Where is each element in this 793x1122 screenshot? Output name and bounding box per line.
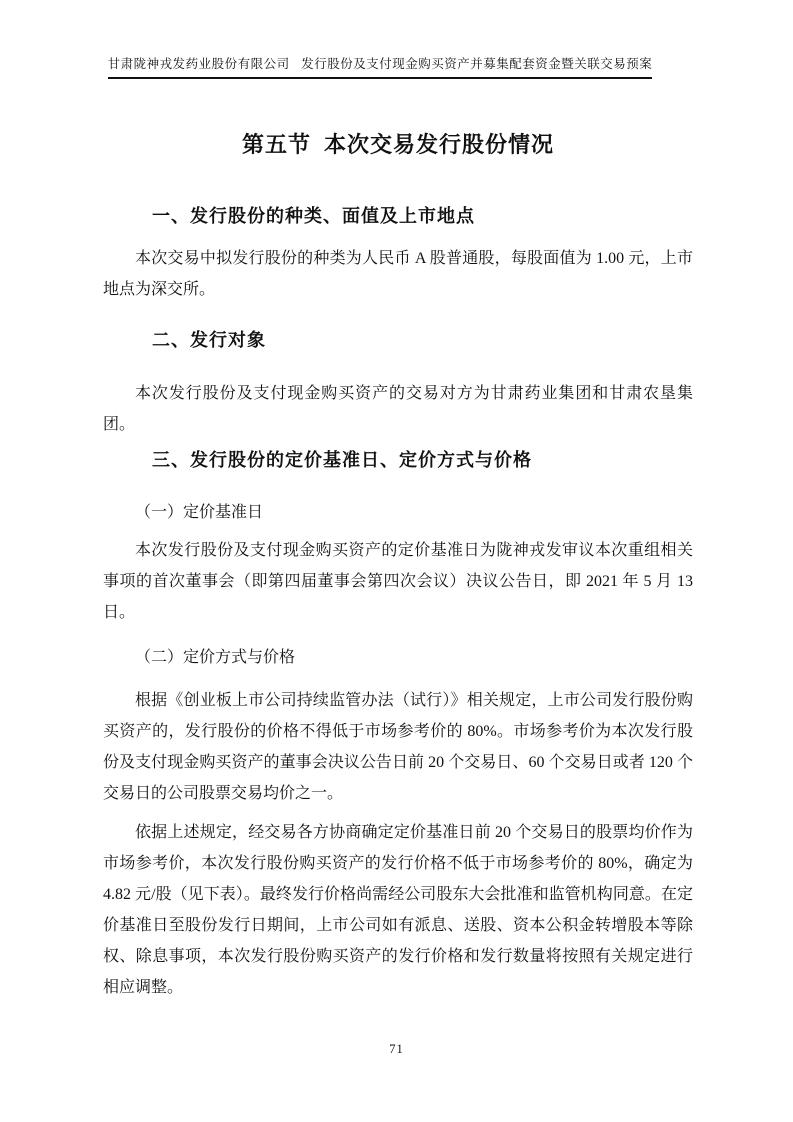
subheading-pricing-method: （二）定价方式与价格	[135, 649, 296, 666]
page-footer	[0, 1040, 793, 1058]
paragraph-issue-targets: 本次发行股份及支付现金购买资产的交易对方为甘肃药业集团和甘肃农垦集团。	[103, 385, 693, 433]
page-number: 71	[389, 1042, 404, 1056]
paragraph-pricing-result: 依据上述规定，经交易各方协商确定定价基准日前 20 个交易日的股票均价作为市场参考价，本次发行股份购买资产的发行价格不低于市场参考价的 80%，确定为 4.82 元/股（见下表）。最终发行价格尚需经公司股东大会批准和监管机构同意。在定价基准日至股份发行日期间，上市公司如有派息、送股、资本公积金转增股本等除权、除息事项，本次发行股份购买资产的发行价格和发行数量将按照有关规定进行相应调整。	[103, 824, 693, 996]
section-heading-pricing: 三、发行股份的定价基准日、定价方式与价格	[152, 450, 532, 470]
chapter-title: 第五节 本次交易发行股份情况	[241, 132, 555, 157]
section-heading-share-type: 一、发行股份的种类、面值及上市地点	[152, 206, 475, 226]
paragraph-pricing-rule: 根据《创业板上市公司持续监管办法（试行）》相关规定，上市公司发行股份购买资产的，发行股份的价格不得低于市场参考价的 80%。市场参考价为本次发行股份及支付现金购买资产的董事会决议公告日前 20 个交易日、60 个交易日或者 120 个交易日的公司股票交易均价之一。	[103, 692, 693, 802]
subheading-pricing-base-date: （一）定价基准日	[135, 504, 264, 521]
running-title: 甘肃陇神戎发药业股份有限公司 发行股份及支付现金购买资产并募集配套资金暨关联交易预案	[108, 56, 653, 79]
section-heading-issue-targets: 二、发行对象	[152, 330, 266, 350]
paragraph-pricing-base-date: 本次发行股份及支付现金购买资产的定价基准日为陇神戎发审议本次重组相关事项的首次董事会（即第四届董事会第四次会议）决议公告日，即 2021 年 5 月 13 日。	[103, 542, 693, 621]
page-header	[103, 0, 693, 79]
paragraph-share-type: 本次交易中拟发行股份的种类为人民币 A 股普通股，每股面值为 1.00 元，上市地点为深交所。	[103, 250, 693, 298]
